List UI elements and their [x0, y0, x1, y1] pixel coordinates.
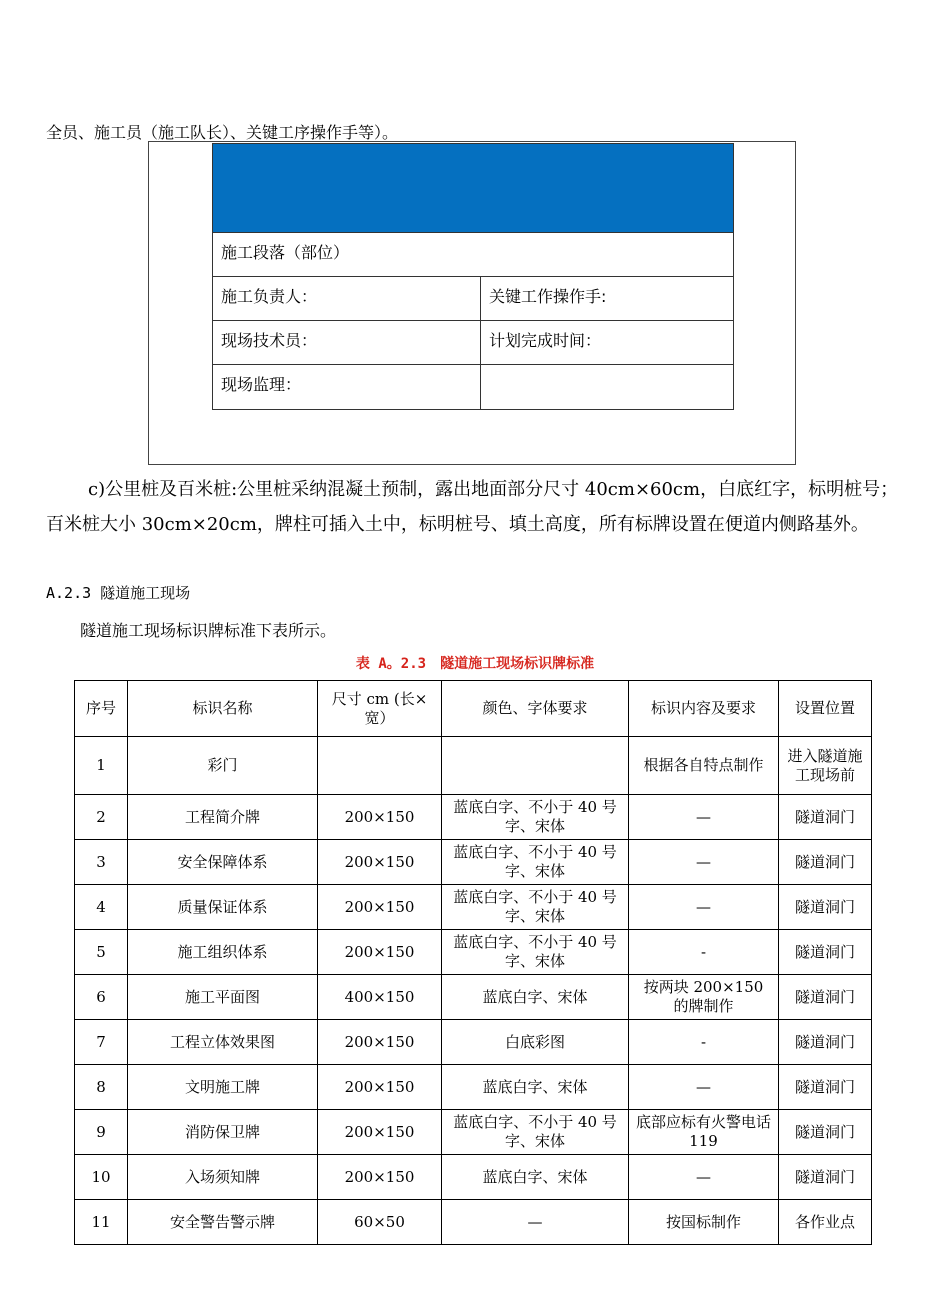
- cell-index: 6: [75, 975, 128, 1020]
- cell-location: 隧道洞门: [779, 1155, 872, 1200]
- cell-color-font: 蓝底白字、宋体: [442, 975, 629, 1020]
- cell-content: —: [629, 1155, 779, 1200]
- paragraph-c-text: c)公里桩及百米桩:公里桩采纳混凝土预制，露出地面部分尺寸 40cm×60cm，白底红字，标明桩号；百米桩大小 30cm×20cm，牌柱可插入土中，标明桩号、填土高度，所有标牌设置在便道内侧路基外。: [46, 479, 899, 535]
- table-row: [75, 930, 872, 975]
- sign-row: [213, 277, 733, 321]
- cell-index: 9: [75, 1110, 128, 1155]
- cell-name: 工程立体效果图: [128, 1020, 318, 1065]
- cell-location: 各作业点: [779, 1200, 872, 1245]
- cell-color-font: 白底彩图: [442, 1020, 629, 1065]
- header-location: 设置位置: [779, 681, 872, 737]
- cell-location: 隧道洞门: [779, 795, 872, 840]
- cell-index: 4: [75, 885, 128, 930]
- sign-empty-cell: [481, 365, 733, 409]
- table-row: [75, 1200, 872, 1245]
- cell-content: 按两块 200×150 的牌制作: [629, 975, 779, 1020]
- sign-section-label: 施工段落（部位）: [221, 243, 350, 262]
- cell-size: 200×150: [318, 1020, 442, 1065]
- cell-content: 按国标制作: [629, 1200, 779, 1245]
- cell-size: 200×150: [318, 930, 442, 975]
- cell-size: 200×150: [318, 885, 442, 930]
- cell-name: 安全保障体系: [128, 840, 318, 885]
- cell-color-font: 蓝底白字、不小于 40 号字、宋体: [442, 795, 629, 840]
- sign-row: [213, 365, 733, 409]
- sign-row: [213, 321, 733, 365]
- sign-supervisor-label: 现场监理：: [213, 365, 481, 409]
- table-header-row: [75, 681, 872, 737]
- cell-location: 隧道洞门: [779, 840, 872, 885]
- cell-color-font: 蓝底白字、不小于 40 号字、宋体: [442, 1110, 629, 1155]
- table-row: [75, 1155, 872, 1200]
- cell-color-font: [442, 737, 629, 795]
- cell-index: 5: [75, 930, 128, 975]
- header-color-font: 颜色、字体要求: [442, 681, 629, 737]
- sign-technician-label: 现场技术员：: [213, 321, 481, 364]
- cell-content: -: [629, 1020, 779, 1065]
- cell-name: 施工平面图: [128, 975, 318, 1020]
- cell-content: —: [629, 885, 779, 930]
- cell-size: 60×50: [318, 1200, 442, 1245]
- cell-content: —: [629, 840, 779, 885]
- signboard: [212, 143, 734, 410]
- cell-location: 隧道洞门: [779, 1065, 872, 1110]
- cell-color-font: 蓝底白字、宋体: [442, 1155, 629, 1200]
- cell-content: -: [629, 930, 779, 975]
- signboard-header-band: [213, 144, 733, 233]
- cell-location: 隧道洞门: [779, 975, 872, 1020]
- sign-responsible-label: 施工负责人：: [213, 277, 481, 320]
- cell-index: 8: [75, 1065, 128, 1110]
- cell-location: 进入隧道施工现场前: [779, 737, 872, 795]
- header-size: 尺寸 cm (长×宽）: [318, 681, 442, 737]
- paragraph-c: [46, 472, 906, 542]
- cell-name: 消防保卫牌: [128, 1110, 318, 1155]
- table-row: [75, 840, 872, 885]
- cell-size: 400×150: [318, 975, 442, 1020]
- table-row: [75, 795, 872, 840]
- cell-location: 隧道洞门: [779, 1020, 872, 1065]
- cell-index: 3: [75, 840, 128, 885]
- cell-content: 底部应标有火警电话 119: [629, 1110, 779, 1155]
- cell-index: 1: [75, 737, 128, 795]
- sign-completion-label: 计划完成时间：: [489, 331, 602, 350]
- cell-content: 根据各自特点制作: [629, 737, 779, 795]
- sign-operator-label: 关键工作操作手:: [489, 287, 607, 306]
- cell-color-font: —: [442, 1200, 629, 1245]
- cell-content: —: [629, 795, 779, 840]
- intro-line: 全员、施工员（施工队长）、关键工序操作手等）。: [46, 123, 399, 142]
- cell-name: 施工组织体系: [128, 930, 318, 975]
- cell-color-font: 蓝底白字、不小于 40 号字、宋体: [442, 885, 629, 930]
- cell-color-font: 蓝底白字、宋体: [442, 1065, 629, 1110]
- cell-size: 200×150: [318, 795, 442, 840]
- cell-size: 200×150: [318, 1155, 442, 1200]
- cell-index: 7: [75, 1020, 128, 1065]
- cell-size: 200×150: [318, 1065, 442, 1110]
- header-index: 序号: [75, 681, 128, 737]
- table-row: [75, 1065, 872, 1110]
- section-heading: A.2.3 隧道施工现场: [46, 584, 191, 602]
- sign-row: [213, 233, 733, 277]
- table-row: [75, 737, 872, 795]
- cell-location: 隧道洞门: [779, 1110, 872, 1155]
- cell-name: 安全警告警示牌: [128, 1200, 318, 1245]
- table-row: [75, 1020, 872, 1065]
- cell-index: 10: [75, 1155, 128, 1200]
- cell-name: 彩门: [128, 737, 318, 795]
- signage-standard-table: [74, 680, 872, 1245]
- cell-size: 200×150: [318, 840, 442, 885]
- cell-name: 质量保证体系: [128, 885, 318, 930]
- cell-name: 工程简介牌: [128, 795, 318, 840]
- cell-index: 2: [75, 795, 128, 840]
- cell-size: [318, 737, 442, 795]
- section-intro: 隧道施工现场标识牌标准下表所示。: [80, 621, 337, 640]
- cell-name: 文明施工牌: [128, 1065, 318, 1110]
- table-row: [75, 1110, 872, 1155]
- table-caption: 表 A。2.3 隧道施工现场标识牌标准: [355, 656, 595, 672]
- cell-content: —: [629, 1065, 779, 1110]
- cell-color-font: 蓝底白字、不小于 40 号字、宋体: [442, 930, 629, 975]
- table-row: [75, 885, 872, 930]
- cell-location: 隧道洞门: [779, 885, 872, 930]
- cell-name: 入场须知牌: [128, 1155, 318, 1200]
- table-row: [75, 975, 872, 1020]
- cell-index: 11: [75, 1200, 128, 1245]
- header-content: 标识内容及要求: [629, 681, 779, 737]
- cell-size: 200×150: [318, 1110, 442, 1155]
- cell-location: 隧道洞门: [779, 930, 872, 975]
- cell-color-font: 蓝底白字、不小于 40 号字、宋体: [442, 840, 629, 885]
- header-name: 标识名称: [128, 681, 318, 737]
- sign-illustration-frame: [148, 141, 796, 465]
